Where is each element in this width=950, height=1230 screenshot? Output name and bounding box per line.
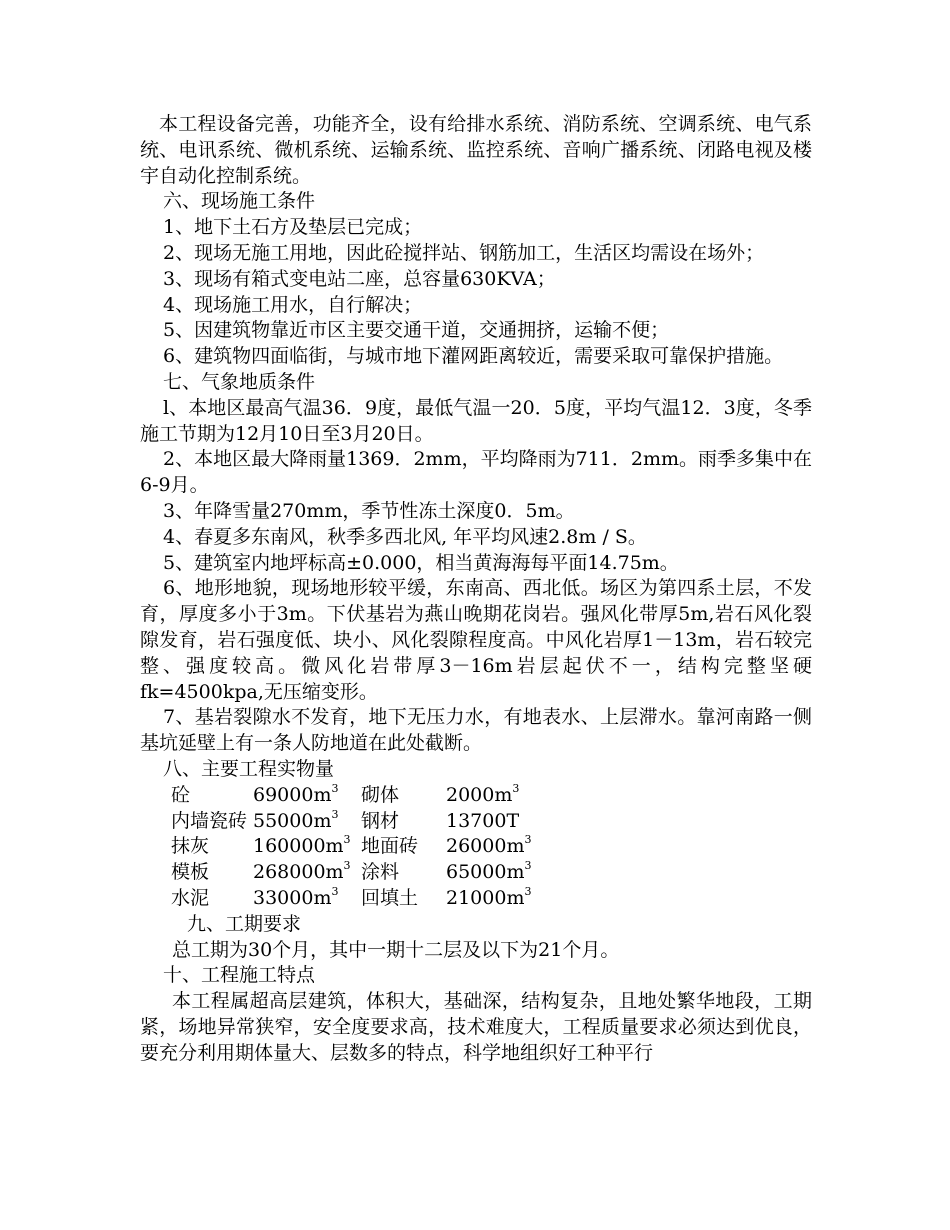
quantities-table — [171, 783, 531, 912]
paragraph: 5、因建筑物靠近市区主要交通干道，交通拥挤，运输不便； — [163, 319, 670, 342]
unit-exponent: 3 — [343, 833, 351, 847]
paragraph: 总工期为30个月，其中一期十二层及以下为21个月。 — [172, 938, 620, 961]
item-name-cell — [361, 886, 446, 912]
item-quantity: 21000m — [446, 886, 525, 909]
item-quantity-cell — [253, 886, 361, 912]
item-name: 抹灰 — [171, 835, 210, 858]
paragraph: 本工程属超高层建筑，体积大，基础深，结构复杂，且地处繁华地段，工期紧，场地异常狭窄，安全度要求高，技术难度大，工程质量要求必须达到优良，要充分利用期体量大、层数多的特点，科学地组织好工种平行 — [140, 990, 812, 1064]
item-name-cell — [361, 860, 446, 886]
unit-exponent: 3 — [524, 859, 532, 873]
item-name: 砼 — [171, 783, 191, 806]
paragraph: 十、工程施工特点 — [163, 964, 316, 987]
paragraph: l、本地区最高气温36．9度，最低气温一20．5度，平均气温12．3度，冬季施工节期为12月10日至3月20日。 — [140, 396, 812, 445]
paragraph: 2、本地区最大降雨量1369．2mm，平均降雨为711．2mm。雨季多集中在6-9月。 — [140, 448, 812, 497]
paragraph: 2、现场无施工用地，因此砼搅拌站、钢筋加工，生活区均需设在场外； — [163, 241, 765, 264]
item-name: 砌体 — [361, 783, 400, 806]
paragraph: 7、基岩裂隙水不发育，地下无压力水，有地表水、上层滞水。靠河南路一侧基坑延壁上有一条人防地道在此处截断。 — [140, 706, 812, 755]
item-quantity: 33000m — [253, 886, 332, 909]
paragraph-group — [140, 912, 812, 1067]
item-name-cell — [361, 834, 446, 860]
item-name: 模板 — [171, 861, 210, 884]
item-quantity: 160000m — [253, 835, 344, 858]
item-name: 涂料 — [361, 861, 400, 884]
paragraph: 4、现场施工用水，自行解决； — [163, 293, 423, 316]
item-name-cell — [171, 886, 253, 912]
item-quantity-cell — [253, 783, 361, 809]
item-quantity-cell — [446, 834, 531, 860]
paragraph-group — [140, 112, 812, 783]
item-quantity: 69000m — [253, 783, 332, 806]
unit-exponent: 3 — [331, 884, 339, 898]
document-body — [140, 112, 812, 1066]
item-name-cell — [361, 809, 446, 835]
unit-exponent: 3 — [512, 781, 520, 795]
paragraph: 3、年降雪量270mm，季节性冻土深度0．5m。 — [163, 499, 575, 522]
item-quantity-cell — [253, 860, 361, 886]
item-quantity: 13700T — [446, 809, 520, 832]
table-row — [171, 834, 531, 860]
item-quantity-cell — [446, 809, 531, 835]
paragraph: 6、地形地貌，现场地形较平缓，东南高、西北低。场区为第四系土层，不发育，厚度多小于3m。下伏基岩为燕山晚期花岗岩。强风化带厚5m,岩石风化裂隙发育，岩石强度低、块小、风化裂隙程度高。中风化岩厚1－13m，岩石较完整、强度较高。微风化岩带厚3－16m岩层起伏不一，结构完整坚硬fk=4500kpa,无压缩变形。 — [140, 577, 812, 703]
paragraph: 七、气象地质条件 — [163, 370, 316, 393]
item-name: 内墙瓷砖 — [171, 809, 248, 832]
unit-exponent: 3 — [331, 781, 339, 795]
paragraph: 3、现场有箱式变电站二座，总容量630KVA； — [163, 267, 556, 290]
table-row — [171, 860, 531, 886]
paragraph: 九、工期要求 — [187, 912, 302, 935]
paragraph: 本工程设备完善，功能齐全，设有给排水系统、消防系统、空调系统、电气系统、电讯系统、微机系统、运输系统、监控系统、音响广播系统、闭路电视及楼宇自动化控制系统。 — [140, 113, 812, 187]
table-row — [171, 809, 531, 835]
table-row — [171, 783, 531, 809]
paragraph: 4、春夏多东南风，秋季多西北风, 年平均风速2.8m / S。 — [163, 525, 647, 548]
table-row — [171, 886, 531, 912]
item-quantity-cell — [446, 860, 531, 886]
item-name: 钢材 — [361, 809, 400, 832]
item-name-cell — [171, 834, 253, 860]
item-quantity-cell — [446, 886, 531, 912]
item-quantity: 2000m — [446, 783, 513, 806]
unit-exponent: 3 — [343, 859, 351, 873]
item-name: 水泥 — [171, 886, 210, 909]
item-quantity-cell — [253, 809, 361, 835]
item-quantity: 65000m — [446, 861, 525, 884]
item-name-cell — [171, 860, 253, 886]
item-name-cell — [361, 783, 446, 809]
paragraph: 八、主要工程实物量 — [163, 757, 335, 780]
item-name-cell — [171, 809, 253, 835]
item-name: 地面砖 — [361, 835, 419, 858]
paragraph: 5、建筑室内地坪标高±0.000，相当黄海海每平面14.75m。 — [163, 551, 679, 574]
item-quantity: 55000m — [253, 809, 332, 832]
paragraph: 1、地下土石方及垫层已完成； — [163, 216, 423, 239]
item-name: 回填土 — [361, 886, 419, 909]
unit-exponent: 3 — [331, 807, 339, 821]
item-name-cell — [171, 783, 253, 809]
item-quantity-cell — [253, 834, 361, 860]
item-quantity: 268000m — [253, 861, 344, 884]
item-quantity: 26000m — [446, 835, 525, 858]
paragraph: 六、现场施工条件 — [163, 190, 316, 213]
unit-exponent: 3 — [524, 833, 532, 847]
item-quantity-cell — [446, 783, 531, 809]
unit-exponent: 3 — [524, 884, 532, 898]
paragraph: 6、建筑物四面临街，与城市地下灌网距离较近，需要采取可靠保护措施。 — [163, 345, 784, 368]
